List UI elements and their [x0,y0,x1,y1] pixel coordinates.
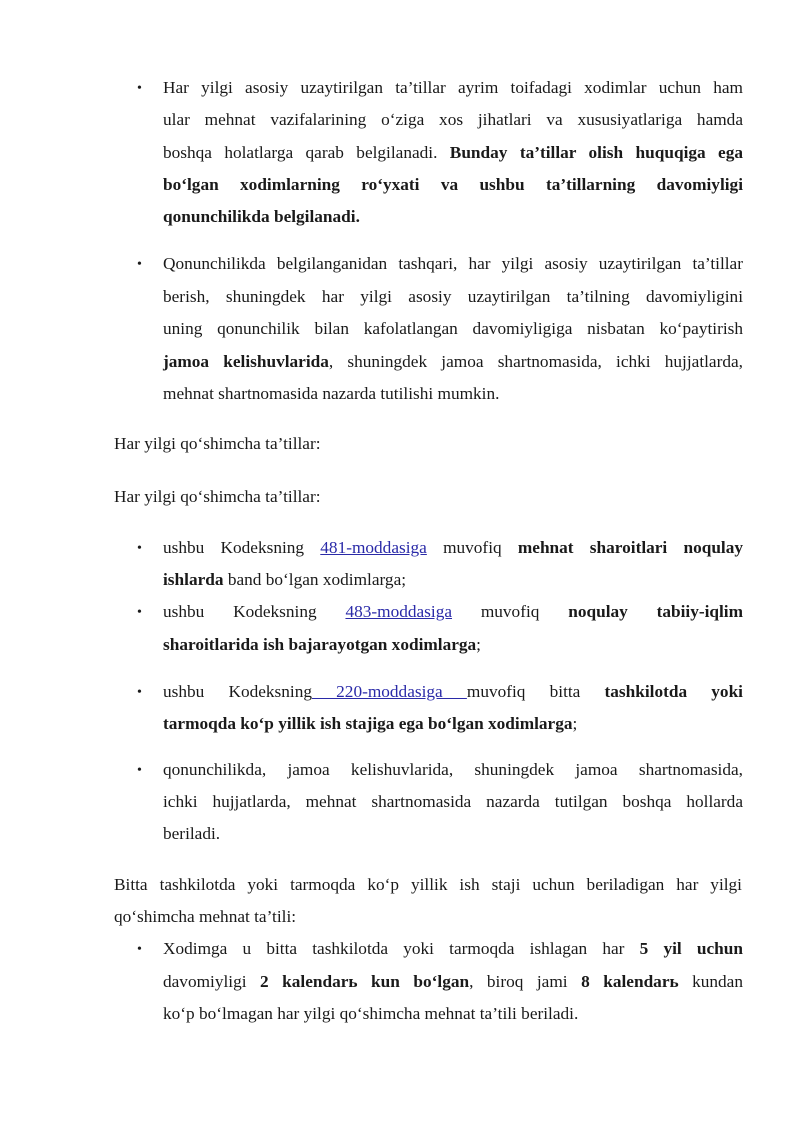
bullet-marker: • [137,942,142,957]
article-483-link[interactable]: 483-moddasiga [345,602,453,621]
text-span: ushbu Kodeksning [163,682,312,701]
bullet-marker: • [137,257,142,272]
text-line [163,712,743,736]
bold-text: tashkilotda yoki [604,682,743,701]
text-span: , shuningdek jamoa shartnomasida, ichki hujjatlarda, [328,352,743,371]
bold-text: jamoa kelishuvlarida [163,352,329,371]
section-heading: Har yilgi qo‘shimcha ta’tillar: [114,487,321,506]
text-span: ; [572,714,578,733]
text-line: ichki hujjatlarda, mehnat shartnomasida nazarda tutilgan boshqa hollarda [163,792,743,811]
text-span: davomiyligi [163,972,261,991]
bold-text: tarmoqda ko‘p yillik ish stajiga ega bo‘lgan xodimlarga [163,714,573,733]
bullet-marker: • [137,541,142,556]
article-220-link[interactable]: 220-moddasiga [311,682,467,701]
bold-text: Bunday ta’tillar olish huquqiga ega [449,143,743,162]
text-span: ushbu Kodeksning [163,602,346,621]
text-line [163,568,743,592]
text-line [163,680,743,704]
article-481-link[interactable]: 481-moddasiga [320,538,427,557]
text-line [163,600,743,624]
text-span: , biroq jami [469,972,582,991]
text-line [163,173,743,197]
text-line [163,937,743,961]
bold-text: bo‘lgan xodimlarning ro‘yxati va ushbu ta’tillarning davomiyligi [163,175,743,194]
bullet-marker: • [137,81,142,96]
text-line [163,205,743,229]
text-span: kundan [678,972,743,991]
text-line: uning qonunchilik bilan kafolatlangan davomiyligiga nisbatan ko‘paytirish [163,319,743,338]
text-line: beriladi. [163,824,221,843]
text-line: mehnat shartnomasida nazarda tutilishi mumkin. [163,384,500,403]
text-line [163,633,743,657]
bold-text: 2 kalendarь kun bo‘lgan [260,972,470,991]
text-line: ko‘p bo‘lmagan har yilgi qo‘shimcha mehnat ta’tili beriladi. [163,1004,579,1023]
bold-text: mehnat sharoitlari noqulay [517,538,744,557]
bullet-marker: • [137,685,142,700]
text-line [163,536,743,560]
bullet-marker: • [137,763,142,778]
text-span: Xodimga u bitta tashkilotda yoki tarmoqda ishlagan har [163,939,640,958]
text-span: band bo‘lgan xodimlarga; [223,570,407,589]
text-line: qo‘shimcha mehnat ta’tili: [114,907,297,926]
text-span: muvofiq [426,538,518,557]
text-span: boshqa holatlarga qarab belgilanadi. [163,143,450,162]
text-line: ular mehnat vazifalarining o‘ziga xos jihatlari va xususiyatlariga hamda [163,110,743,129]
text-span: muvofiq [452,602,569,621]
text-line: Har yilgi asosiy uzaytirilgan ta’tillar ayrim toifadagi xodimlar uchun ham [163,78,743,97]
text-line: Qonunchilikda belgilanganidan tashqari, har yilgi asosiy uzaytirilgan ta’tillar [163,254,743,273]
bold-text: 5 yil uchun [639,939,743,958]
text-line: qonunchilikda, jamoa kelishuvlarida, shuningdek jamoa shartnomasida, [163,760,743,779]
bold-text: 8 kalendarь [581,972,679,991]
text-line [163,970,743,994]
text-span: ushbu Kodeksning [163,538,321,557]
bold-text: ishlarda [163,570,224,589]
text-line [163,350,743,374]
text-line: berish, shuningdek har yilgi asosiy uzaytirilgan ta’tilning davomiyligini [163,287,743,306]
text-line [163,141,743,165]
bold-text: sharoitlarida ish bajarayotgan xodimlarga [163,635,477,654]
text-span: muvofiq bitta [466,682,605,701]
bullet-marker: • [137,605,142,620]
bold-text: qonunchilikda belgilanadi. [163,207,360,226]
bold-text: noqulay tabiiy-iqlim [568,602,744,621]
section-heading: Har yilgi qo‘shimcha ta’tillar: [114,434,321,453]
text-span: ; [476,635,481,654]
text-line: Bitta tashkilotda yoki tarmoqda ko‘p yillik ish staji uchun beriladigan har yilgi [114,875,742,894]
